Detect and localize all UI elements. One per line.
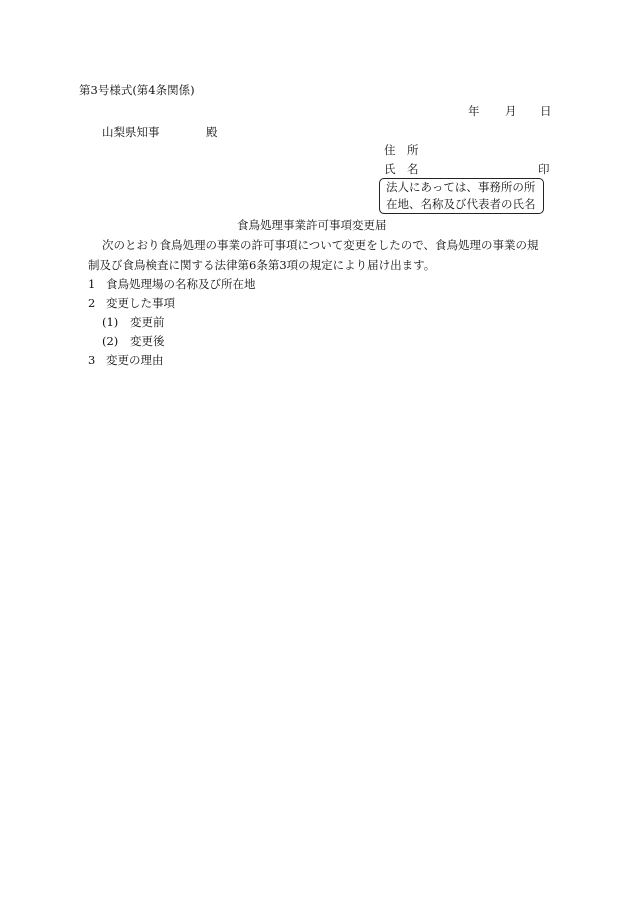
date-year-label: 年 bbox=[468, 104, 480, 118]
item-number: 3 bbox=[88, 353, 96, 367]
subitem-text: 変更後 bbox=[130, 334, 165, 348]
item-number: 2 bbox=[88, 296, 96, 310]
item-text: 変更した事項 bbox=[106, 296, 175, 310]
document-title: 食鳥処理事業許可事項変更届 bbox=[237, 218, 387, 232]
body-line-2: 制及び食鳥検査に関する法律第6条第3項の規定により届け出ます。 bbox=[88, 258, 436, 272]
corporate-note-line1: 法人にあっては、事務所の所 bbox=[386, 180, 536, 194]
item-text: 食鳥処理場の名称及び所在地 bbox=[106, 277, 256, 291]
subitem-text: 変更前 bbox=[130, 315, 165, 329]
address-label: 住 所 bbox=[384, 143, 419, 157]
item-text: 変更の理由 bbox=[106, 353, 164, 367]
name-label: 氏 名 bbox=[384, 162, 419, 176]
item-number: 1 bbox=[88, 277, 96, 291]
date-day-label: 日 bbox=[540, 104, 552, 118]
date-month-label: 月 bbox=[505, 104, 517, 118]
seal-mark: 印 bbox=[538, 162, 550, 176]
corporate-note-line2: 在地、名称及び代表者の氏名 bbox=[386, 197, 536, 211]
form-number: 第3号様式(第4条関係) bbox=[79, 83, 195, 97]
subitem-number: (2) bbox=[102, 334, 119, 348]
addressee-name: 山梨県知事 bbox=[102, 125, 160, 139]
body-line-1: 次のとおり食鳥処理の事業の許可事項について変更をしたので、食鳥処理の事業の規 bbox=[102, 238, 539, 252]
subitem-number: (1) bbox=[102, 315, 119, 329]
addressee-honorific: 殿 bbox=[206, 125, 218, 139]
